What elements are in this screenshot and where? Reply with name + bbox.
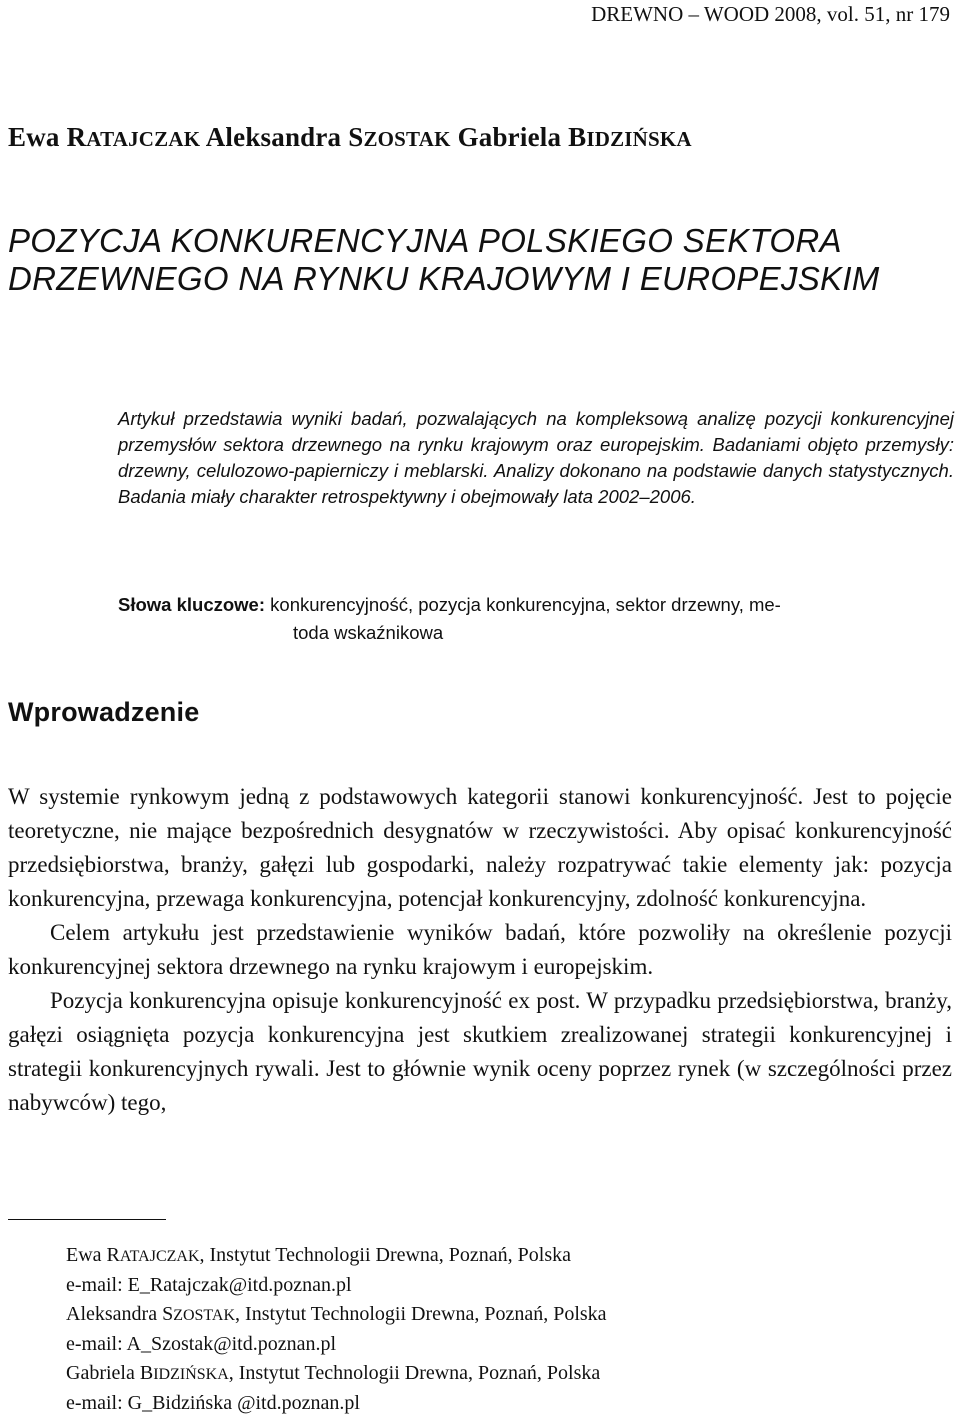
footnote-affiliation-text: , Instytut Technologii Drewna, Poznań, Polska xyxy=(228,1362,601,1384)
footnotes xyxy=(66,1241,946,1418)
author-last-initial: R xyxy=(66,122,87,152)
abstract: Artykuł przedstawia wyniki badań, pozwalających na kompleksową analizę pozycji konkurencyjnej przemysłów sektora drzewnego na rynku krajowym oraz europejskim. Badaniami objęto przemysły: drzewny, celulozowo-papierniczy i meblarski. Analizy dokonano na podstawie danych statystycznych. Badania miały charakter retrospektywny i obejmowały lata 2002–2006. xyxy=(118,408,954,507)
author-first-name: Aleksandra xyxy=(205,122,342,152)
keywords-text: konkurencyjność, pozycja konkurencyjna, sektor drzewny, me- xyxy=(270,594,781,615)
footnote-author-rest: ZOSTAK xyxy=(173,1307,236,1324)
author-first-name: Gabriela xyxy=(457,122,562,152)
paragraph: W systemie rynkowym jedną z podstawowych kategorii stanowi konkurencyjność. Jest to pojęcie teoretyczne, nie mające bezpośrednich desygnatów w rzeczywistości. Aby opisać konkurencyjność przedsiębiorstwa, branży, gałęzi lub gospodarki, należy rozpatrywać takie elementy jak: pozycja konkurencyjna, przewaga konkurencyjna, potencjał konkurencyjny, zdolność konkurencyjna. xyxy=(8,784,952,911)
author-last-rest: ATAJCZAK xyxy=(86,127,201,151)
footnote-affiliation xyxy=(66,1300,946,1330)
keywords xyxy=(118,591,954,647)
author-name xyxy=(206,122,451,152)
author-last-initial: S xyxy=(348,122,364,152)
footnote-author-initial: S xyxy=(162,1303,174,1325)
title-line: POZYCJA KONKURENCYJNA POLSKIEGO SEKTORA xyxy=(8,222,842,259)
footnote-email: e-mail: E_Ratajczak@itd.poznan.pl xyxy=(66,1274,352,1296)
footnote-affiliation-text: , Instytut Technologii Drewna, Poznań, Polska xyxy=(199,1244,572,1266)
paragraph: Celem artykułu jest przedstawienie wyników badań, które pozwoliły na określenie pozycji konkurencyjnej sektora drzewnego na rynku krajowym i europejskim. xyxy=(8,920,952,979)
footnote-affiliation-text: , Instytut Technologii Drewna, Poznań, Polska xyxy=(235,1303,607,1325)
author-last-rest: ZOSTAK xyxy=(363,127,451,151)
footnote-author-first: Aleksandra xyxy=(66,1303,158,1325)
body-text xyxy=(8,780,952,1120)
author-list xyxy=(8,122,692,153)
paragraph: Pozycja konkurencyjna opisuje konkurencyjność ex post. W przypadku przedsiębiorstwa, branży, gałęzi osiągnięta pozycja konkurencyjna jest skutkiem zrealizowanej strategii konkurencyjnej i strategii konkurencyjnych rywali. Jest to głównie wynik oceny poprzez rynek (w szczególności przez nabywców) tego, xyxy=(8,988,952,1115)
author-name xyxy=(8,122,200,152)
author-last-initial: B xyxy=(568,122,587,152)
footnote-author-rest: IDZIŃSKA xyxy=(153,1366,229,1383)
footnote-author-initial: R xyxy=(106,1244,120,1266)
footnote-affiliation xyxy=(66,1359,946,1389)
section-heading: Wprowadzenie xyxy=(8,697,200,727)
title-line: DRZEWNEGO NA RYNKU KRAJOWYM I EUROPEJSKIM xyxy=(8,260,880,297)
paper-title xyxy=(8,222,948,298)
author-name xyxy=(458,122,692,152)
footnote-author-first: Gabriela xyxy=(66,1362,135,1384)
footnote-author-first: Ewa xyxy=(66,1244,102,1266)
keywords-label: Słowa kluczowe: xyxy=(118,594,266,615)
footnote-separator xyxy=(8,1219,166,1220)
author-first-name: Ewa xyxy=(8,122,60,152)
author-last-rest: IDZIŃSKA xyxy=(586,127,692,151)
footnote-author-rest: ATAJCZAK xyxy=(119,1248,200,1265)
keywords-text-continued: toda wskaźnikowa xyxy=(293,622,444,643)
footnote-affiliation xyxy=(66,1241,946,1271)
running-header: DREWNO – WOOD 2008, vol. 51, nr 179 xyxy=(591,2,950,26)
footnote-author-initial: B xyxy=(139,1362,154,1384)
footnote-email: e-mail: G_Bidzińska @itd.poznan.pl xyxy=(66,1392,360,1414)
footnote-email: e-mail: A_Szostak@itd.poznan.pl xyxy=(66,1333,337,1355)
